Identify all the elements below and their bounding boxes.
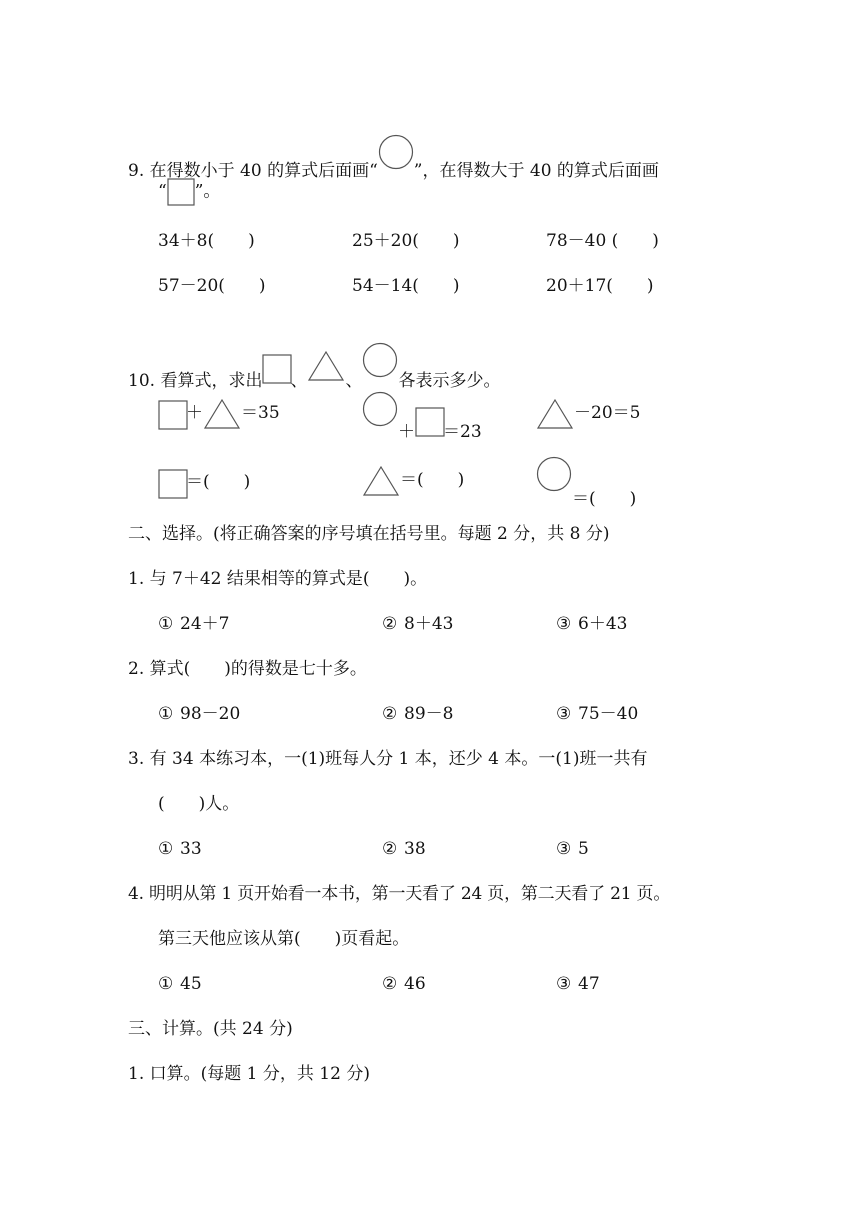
q10-ans1 bbox=[158, 466, 250, 498]
option-mark: ③ bbox=[556, 704, 572, 724]
q10-eq2-plus: ＋ bbox=[398, 422, 415, 442]
q10-sep2: 、 bbox=[345, 371, 363, 391]
q9-row2-item2: 54－14( ) bbox=[352, 276, 460, 296]
s2-q4-opt1 bbox=[158, 973, 202, 995]
q10-ans3-blank: ＝( ) bbox=[572, 489, 637, 509]
option-text: 89－8 bbox=[404, 704, 454, 724]
s2-q3-opt1 bbox=[158, 838, 202, 860]
option-mark: ② bbox=[382, 974, 398, 994]
s2-q4-text2: 第三天他应该从第( )页看起。 bbox=[158, 929, 410, 949]
s2-q3-text: 3. 有 34 本练习本，一(1)班每人分 1 本，还少 4 本。一(1)班一共有 bbox=[128, 749, 648, 769]
s2-q1-opt1 bbox=[158, 613, 229, 635]
square-shape-icon bbox=[167, 178, 195, 206]
q10-text-b: 各表示多少。 bbox=[398, 371, 501, 391]
circle-shape-icon bbox=[362, 342, 398, 378]
q9-text-d: ”。 bbox=[194, 181, 221, 202]
q9-text-c: “ bbox=[158, 181, 167, 202]
option-mark: ① bbox=[158, 974, 174, 994]
q10-eq1 bbox=[158, 397, 280, 430]
option-text: 8＋43 bbox=[404, 614, 454, 634]
option-text: 98－20 bbox=[180, 704, 241, 724]
option-text: 47 bbox=[578, 974, 600, 994]
q9-row1-item3: 78－40 ( ) bbox=[546, 231, 659, 251]
square-shape-icon bbox=[262, 354, 290, 382]
q10-text-a: 看算式，求出 bbox=[160, 371, 263, 391]
circle-shape-icon bbox=[536, 456, 572, 492]
triangle-shape-icon bbox=[362, 465, 400, 497]
s3-q1-text: 1. 口算。(每题 1 分，共 12 分) bbox=[128, 1064, 370, 1084]
s2-q4-opt3 bbox=[556, 973, 600, 995]
circle-shape-icon bbox=[362, 391, 398, 427]
s2-q4-text: 4. 明明从第 1 页开始看一本书，第一天看了 24 页，第二天看了 21 页。 bbox=[128, 884, 671, 904]
option-text: 33 bbox=[180, 839, 202, 859]
section-3-title: 三、计算。(共 24 分) bbox=[128, 1019, 293, 1039]
s2-q2-opt1 bbox=[158, 703, 240, 725]
square-shape-icon bbox=[158, 469, 186, 497]
section-2-title: 二、选择。(将正确答案的序号填在括号里。每题 2 分，共 8 分) bbox=[128, 524, 610, 544]
q9-number: 9. bbox=[128, 161, 145, 181]
q9-row2-item1: 57－20( ) bbox=[158, 276, 266, 296]
s2-q2-opt2 bbox=[382, 703, 453, 725]
s2-q1-text: 1. 与 7＋42 结果相等的算式是( )。 bbox=[128, 569, 428, 589]
q9-text-a: 在得数小于 40 的算式后面画“ bbox=[149, 161, 378, 181]
option-mark: ② bbox=[382, 839, 398, 859]
option-mark: ① bbox=[158, 839, 174, 859]
q10-eq2 bbox=[362, 391, 482, 450]
q10-eq1-rest: ＝35 bbox=[241, 403, 280, 423]
option-mark: ② bbox=[382, 614, 398, 634]
s2-q3-opt3 bbox=[556, 838, 589, 860]
q9-line2 bbox=[158, 178, 220, 206]
s2-q3-opt2 bbox=[382, 838, 426, 860]
s2-q1-opt2 bbox=[382, 613, 453, 635]
option-mark: ③ bbox=[556, 614, 572, 634]
q10-line1 bbox=[128, 342, 500, 392]
s2-q2-opt3 bbox=[556, 703, 638, 725]
q10-eq3 bbox=[536, 397, 640, 430]
option-text: 5 bbox=[578, 839, 589, 859]
s2-q1-opt3 bbox=[556, 613, 627, 635]
q10-ans2-blank: ＝( ) bbox=[400, 470, 465, 490]
option-text: 46 bbox=[404, 974, 426, 994]
q10-eq1-plus: ＋ bbox=[186, 403, 203, 423]
option-mark: ① bbox=[158, 704, 174, 724]
option-text: 45 bbox=[180, 974, 202, 994]
triangle-shape-icon bbox=[307, 350, 345, 382]
q10-eq2-rest: ＝23 bbox=[443, 422, 482, 442]
option-text: 24＋7 bbox=[180, 614, 230, 634]
triangle-shape-icon bbox=[536, 398, 574, 430]
q10-ans3 bbox=[536, 456, 636, 518]
s2-q4-opt2 bbox=[382, 973, 426, 995]
q10-number: 10. bbox=[128, 371, 156, 391]
s2-q3-text2: ( )人。 bbox=[158, 794, 240, 814]
option-mark: ③ bbox=[556, 974, 572, 994]
q10-eq3-rest: －20＝5 bbox=[574, 403, 641, 423]
option-mark: ③ bbox=[556, 839, 572, 859]
option-text: 38 bbox=[404, 839, 426, 859]
q10-sep1: 、 bbox=[290, 371, 308, 391]
option-text: 6＋43 bbox=[578, 614, 628, 634]
square-shape-icon bbox=[158, 400, 186, 428]
q9-row1-item1: 34＋8( ) bbox=[158, 231, 255, 251]
q9-row2-item3: 20＋17( ) bbox=[546, 276, 654, 296]
q10-ans2 bbox=[362, 464, 464, 497]
q9-row1-item2: 25＋20( ) bbox=[352, 231, 460, 251]
q9-line1 bbox=[128, 134, 659, 182]
square-shape-icon bbox=[415, 407, 443, 435]
q10-ans1-blank: ＝( ) bbox=[186, 472, 251, 492]
option-mark: ① bbox=[158, 614, 174, 634]
circle-shape-icon bbox=[378, 134, 414, 170]
triangle-shape-icon bbox=[203, 398, 241, 430]
option-mark: ② bbox=[382, 704, 398, 724]
option-text: 75－40 bbox=[578, 704, 639, 724]
q9-text-b: ”，在得数大于 40 的算式后面画 bbox=[413, 161, 659, 181]
s2-q2-text: 2. 算式( )的得数是七十多。 bbox=[128, 659, 367, 679]
